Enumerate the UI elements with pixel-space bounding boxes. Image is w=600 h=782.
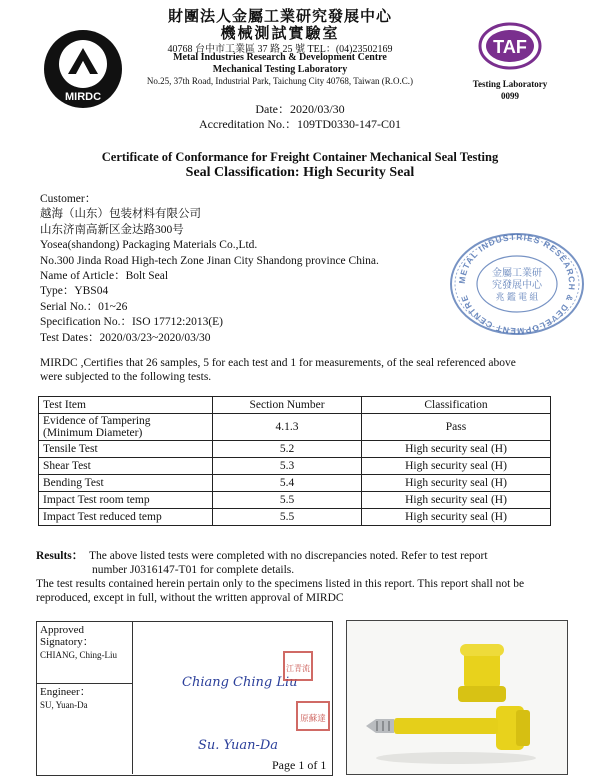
taf-logo-icon bbox=[478, 22, 542, 70]
table-cell: 5.3 bbox=[213, 458, 362, 475]
results-line2: number J0316147-T01 for complete details. bbox=[92, 564, 295, 576]
address-en: No.25, 37th Road, Industrial Park, Taichung City 40768, Taiwan (R.O.C.) bbox=[146, 76, 414, 86]
column-header: Test Item bbox=[39, 397, 213, 414]
address-zh: 40768 台中市工業區 37 路 25 號 TEL：(04)23502169 bbox=[167, 44, 393, 55]
signature-divider-vertical bbox=[132, 622, 133, 774]
serial-number: Serial No.：01~26 bbox=[40, 300, 128, 313]
approved-label-line2: Signatory： bbox=[40, 636, 94, 648]
bolt-seal-photo bbox=[346, 620, 568, 775]
table-cell bbox=[39, 414, 213, 441]
document-meta bbox=[0, 102, 600, 132]
engineer-label: Engineer： bbox=[40, 686, 91, 698]
table-row bbox=[39, 492, 551, 509]
approved-signatory-name: CHIANG, Ching-Liu bbox=[40, 650, 117, 660]
customer-address-zh: 山东济南高新区金达路300号 bbox=[40, 223, 184, 236]
table-cell: 4.1.3 bbox=[213, 414, 362, 441]
test-item-name: Evidence of Tampering bbox=[43, 415, 151, 427]
table-cell: Tensile Test bbox=[39, 441, 213, 458]
specification-number: Specification No.：ISO 17712:2013(E) bbox=[40, 316, 224, 329]
results-label: Results： bbox=[36, 550, 84, 562]
test-item-subline: (Minimum Diameter) bbox=[43, 427, 143, 439]
mirdc-logo-icon bbox=[42, 28, 124, 110]
table-cell: Bending Test bbox=[39, 475, 213, 492]
table-cell: Shear Test bbox=[39, 458, 213, 475]
taf-logo-text: TAF bbox=[493, 37, 527, 57]
taf-caption-label: Testing Laboratory bbox=[472, 79, 548, 89]
customer-name-en: Yosea(shandong) Packaging Materials Co.,Ltd. bbox=[40, 239, 258, 252]
column-header: Classification bbox=[362, 397, 551, 414]
engineer-chop-text: 原蘇達 bbox=[300, 713, 326, 723]
engineer-chop-seal bbox=[296, 701, 330, 731]
engineer-signature bbox=[196, 732, 286, 754]
signature-divider-horizontal bbox=[37, 683, 132, 684]
table-cell: High security seal (H) bbox=[362, 509, 551, 526]
engineer-name: SU, Yuan-Da bbox=[40, 700, 88, 710]
test-dates: Test Dates：2020/03/23~2020/03/30 bbox=[40, 331, 211, 344]
official-stamp-icon bbox=[448, 232, 586, 336]
customer-address-en: No.300 Jinda Road High-tech Zone Jinan City Shandong province China. bbox=[40, 254, 379, 267]
page-number: Page 1 of 1 bbox=[272, 758, 327, 772]
org-name-en: Metal Industries Research & Development Centre bbox=[173, 52, 387, 63]
results-line4: reproduced, except in full, without the written approval of MIRDC bbox=[36, 592, 344, 604]
table-cell: 5.5 bbox=[213, 509, 362, 526]
approved-signature-text: Chiang Ching Liu bbox=[182, 675, 298, 690]
column-header: Section Number bbox=[213, 397, 362, 414]
approved-chop-seal bbox=[283, 651, 313, 681]
approved-signatory-label bbox=[40, 624, 94, 648]
table-row bbox=[39, 458, 551, 475]
table-row bbox=[39, 441, 551, 458]
table-cell: High security seal (H) bbox=[362, 441, 551, 458]
seal-classification: Seal Classification: High Security Seal bbox=[185, 165, 415, 180]
intro-statement: MIRDC ,Certifies that 26 samples, 5 for each test and 1 for measurements, of the seal referenced above were subjected to the following tests. bbox=[40, 357, 516, 383]
taf-caption bbox=[455, 78, 565, 102]
approved-label-line1: Approved bbox=[40, 624, 84, 636]
approved-signature bbox=[180, 668, 298, 692]
taf-number: 0099 bbox=[501, 91, 519, 101]
table-header-row bbox=[39, 397, 551, 414]
customer-label: Customer： bbox=[40, 193, 97, 205]
approved-chop-text: 江青流 bbox=[286, 664, 310, 673]
table-cell: High security seal (H) bbox=[362, 492, 551, 509]
org-name-zh: 財團法人金屬工業研究發展中心 bbox=[167, 9, 392, 25]
stamp-center-line2: 究發展中心 bbox=[492, 280, 542, 291]
stamp-ring-text: METAL INDUSTRIES RESEARCH & DEVELOPMENT CENTRE bbox=[456, 232, 578, 336]
lab-name-en: Mechanical Testing Laboratory bbox=[212, 64, 348, 75]
results-line3: The test results contained herein pertain only to the specimens listed in this report. This report shall not be bbox=[36, 578, 525, 590]
table-cell: 5.2 bbox=[213, 441, 362, 458]
stamp-center-line3: 兆 鑑 電 組 bbox=[495, 292, 539, 302]
table-cell: Pass bbox=[362, 414, 551, 441]
table-cell: High security seal (H) bbox=[362, 475, 551, 492]
certificate-title: Certificate of Conformance for Freight Container Mechanical Seal Testing bbox=[101, 150, 499, 164]
customer-name-zh: 越海（山东）包装材料有限公司 bbox=[40, 208, 201, 221]
table-cell: Impact Test room temp bbox=[39, 492, 213, 509]
results-block bbox=[36, 549, 566, 605]
table-row bbox=[39, 414, 551, 441]
article-name: Name of Article：Bolt Seal bbox=[40, 270, 169, 283]
customer-block bbox=[40, 192, 379, 346]
table-row bbox=[39, 509, 551, 526]
results-line1: The above listed tests were completed with no discrepancies noted. Refer to test report bbox=[89, 550, 488, 562]
article-type: Type：YBS04 bbox=[40, 285, 109, 298]
mirdc-logo-text: MIRDC bbox=[64, 91, 102, 103]
table-row bbox=[39, 475, 551, 492]
table-cell: 5.5 bbox=[213, 492, 362, 509]
tests-table bbox=[38, 396, 551, 526]
table-cell: Impact Test reduced temp bbox=[39, 509, 213, 526]
document-date: Date：2020/03/30 bbox=[255, 102, 345, 116]
lab-name-zh: 機械測試實驗室 bbox=[220, 26, 340, 42]
table-cell: 5.4 bbox=[213, 475, 362, 492]
table-cell: High security seal (H) bbox=[362, 458, 551, 475]
stamp-center-line1: 金屬工業研 bbox=[492, 268, 542, 279]
engineer-signature-text: Su. Yuan-Da bbox=[198, 738, 279, 753]
accreditation-number: Accreditation No.：109TD0330-147-C01 bbox=[199, 117, 401, 131]
